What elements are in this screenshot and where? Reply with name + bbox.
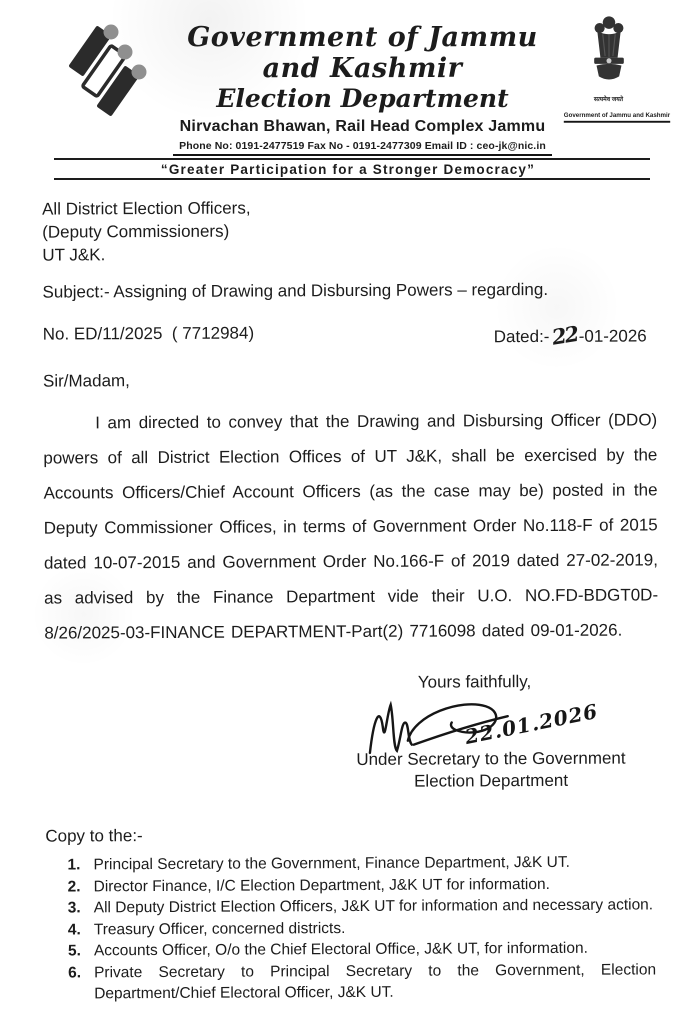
national-emblem-block: [561, 12, 671, 123]
addressee-line1: All District Election Officers,: [42, 198, 251, 219]
copy-item-text: Director Finance, I/C Election Department, J&K UT for information.: [93, 875, 550, 895]
dated-handwritten-day: 22: [549, 321, 579, 350]
signatory-department: Election Department: [413, 770, 569, 791]
copy-item-number: 6.: [68, 964, 82, 982]
reference-row: [43, 321, 657, 349]
copy-item-number: 3.: [67, 899, 81, 917]
dated-field: [494, 322, 647, 348]
salutation: Sir/Madam,: [42, 371, 130, 391]
copy-item-text: Private Secretary to Principal Secretary to the Government, Election Department/Chief Electoral Officer, J&K UT.: [94, 960, 657, 1003]
addressee-line3: UT J&K.: [42, 245, 106, 265]
election-commission-logo-icon: [52, 12, 164, 125]
emblem-caption: Government of Jammu and Kashmir: [564, 112, 670, 122]
letter-body: [0, 194, 696, 1005]
body-paragraph: I am directed to convey that the Drawing and Disbursing Officer (DDO) powers of all District Election Offices of UT J&K, shall be exercised by the Accounts Officers/Chief Account Officers (as the case may be) posted in the Deputy Commissioner Offices, in terms of Government Order No.118-F of 2015 dated 10-07-2015 and Government Order No.166-F of 2019 dated 27-02-2019, as advised by the Finance Department vide their U.O. NO.FD-BDGT0D-8/26/2025-03-FINANCE DEPARTMENT-Part(2) 7716098 dated 09-01-2026.: [43, 410, 659, 643]
letterhead-rule-bottom: [54, 178, 650, 180]
copy-heading: Copy to the:-: [45, 826, 143, 846]
copy-item-number: 4.: [67, 921, 81, 939]
closing-block: [340, 672, 641, 794]
letterhead-titles: [164, 12, 561, 156]
copy-item-text: All Deputy District Election Officers, J&K UT for information and necessary action.: [93, 896, 654, 917]
addressee-line2: (Deputy Commissioners): [42, 221, 230, 242]
copy-item-number: 1.: [67, 856, 81, 874]
copy-item-text: Treasury Officer, concerned districts.: [93, 919, 346, 938]
dated-label: Dated:-: [493, 327, 550, 347]
letterhead-address: Nirvachan Bhawan, Rail Head Complex Jammu: [179, 118, 546, 136]
dated-rest: -01-2026: [578, 326, 647, 346]
copy-item-text: Principal Secretary to the Government, Finance Department, J&K UT.: [93, 853, 570, 874]
letterhead-tagline: “Greater Participation for a Stronger Democracy”: [160, 162, 536, 178]
letterhead-contact: Phone No: 0191-2477519 Fax No - 0191-2477309 Email ID : ceo-jk@nic.in: [173, 139, 552, 156]
subject-line: Subject:- Assigning of Drawing and Disbursing Powers – regarding.: [42, 280, 549, 302]
department-title-line2: Election Department: [216, 84, 509, 114]
valediction: Yours faithfully,: [417, 672, 532, 692]
addressee-block: [42, 194, 656, 266]
copy-item-number: 5.: [67, 942, 81, 960]
copy-list-item: [68, 959, 660, 1005]
copy-item-number: 2.: [67, 878, 81, 896]
reference-number: No. ED/11/2025 ( 7712984): [42, 323, 255, 344]
copy-list: [67, 851, 660, 1005]
signatory-title: Under Secretary to the Government: [356, 748, 626, 770]
state-emblem-of-india-icon: [581, 14, 637, 92]
department-title-line1: Government of Jammu and Kashmir: [187, 22, 538, 85]
signature-date-scrawl: 22.01.2026: [462, 699, 601, 750]
copy-item-text: Accounts Officer, O/o the Chief Electoral Office, J&K UT, for information.: [93, 939, 588, 960]
emblem-motto: सत्यमेव जयते: [593, 97, 624, 103]
letterhead: [0, 0, 696, 156]
